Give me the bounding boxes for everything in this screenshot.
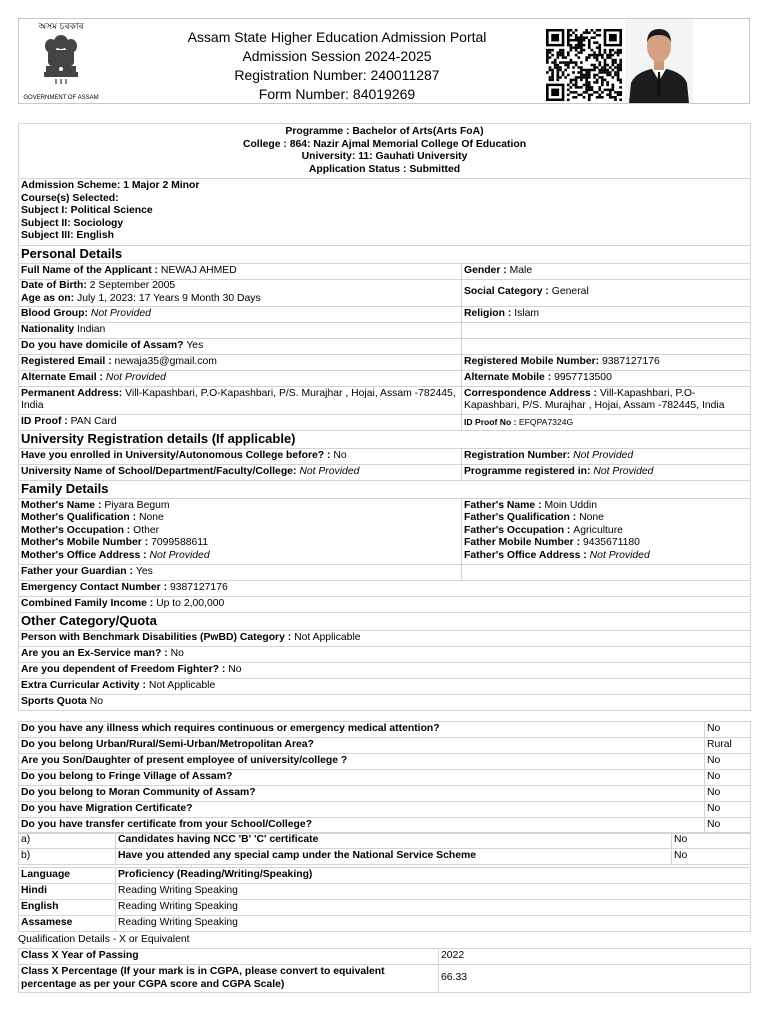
religion-field: Religion : Islam	[462, 306, 751, 322]
question-row: Do you belong to Fringe Village of Assam? No	[19, 770, 751, 786]
subject-2: Subject II: Sociology	[21, 217, 124, 229]
ex-service-field: Are you an Ex-Service man? : No	[19, 646, 751, 662]
programme-name: Programme : Bachelor of Arts(Arts FoA)	[285, 126, 484, 137]
registration-number: Registration Number: 240011287	[234, 67, 440, 83]
section-personal-details: Personal Details	[19, 245, 751, 263]
family-income-field: Combined Family Income : Up to 2,00,000	[19, 596, 751, 612]
language-proficiency-table	[18, 867, 751, 932]
courses-selected: Course(s) Selected:	[21, 192, 119, 204]
correspondence-address-field: Correspondence Address : Vill-Kapashbari, P.O-Kapashbari, P/S. Murajhar , Hojai, Assam -782445, India	[462, 386, 751, 414]
sports-quota-field: Sports Quota No	[19, 694, 751, 710]
qr-code-icon	[546, 29, 622, 106]
question-row: Are you Son/Daughter of present employee of university/college ? No	[19, 754, 751, 770]
domicile-field: Do you have domicile of Assam? Yes	[19, 338, 462, 354]
language-row: Assamese Reading Writing Speaking	[19, 916, 751, 932]
mother-details: Mother's Name : Piyara Begum Mother's Qualification : None Mother's Occupation : Other Mother's Mobile Number : 7099588611 Mother's Office Address : Not Provided	[19, 498, 462, 564]
ashoka-emblem-icon	[39, 32, 83, 88]
university-registration-number-field: Registration Number: Not Provided	[462, 448, 751, 464]
qualification-caption: Qualification Details - X or Equivalent	[18, 934, 190, 945]
qualification-table	[18, 948, 751, 993]
freedom-fighter-field: Are you dependent of Freedom Fighter? : No	[19, 662, 751, 678]
enrolled-before-field: Have you enrolled in University/Autonomous College before? : No	[19, 448, 462, 464]
header-titles	[179, 28, 495, 104]
pwbd-field: Person with Benchmark Disabilities (PwBD) Category : Not Applicable	[19, 630, 751, 646]
blood-group-field: Blood Group: Not Provided	[19, 306, 462, 322]
ncc-row: a) Candidates having NCC 'B' 'C' certificate No	[19, 833, 751, 849]
college-name: College : 864: Nazir Ajmal Memorial College Of Education	[242, 138, 527, 150]
social-category-field: Social Category : General	[462, 279, 751, 306]
document-header	[18, 18, 750, 104]
question-row: Do you belong to Moran Community of Assam? No	[19, 786, 751, 802]
question-row: Do you have any illness which requires continuous or emergency medical attention? No	[19, 722, 751, 738]
admission-session: Admission Session 2024-2025	[242, 48, 432, 64]
id-proof-field: ID Proof : PAN Card	[19, 414, 462, 430]
government-emblem	[19, 21, 103, 103]
dob-age-field: Date of Birth: 2 September 2005 Age as on: July 1, 2023: 17 Years 9 Month 30 Days	[19, 279, 462, 306]
id-proof-number-field: ID Proof No : EFQPA7324G	[462, 414, 751, 430]
section-family-details: Family Details	[19, 480, 751, 498]
emergency-contact-field: Emergency Contact Number : 9387127176	[19, 580, 751, 596]
subject-3: Subject III: English	[21, 230, 114, 241]
question-row: Do you have transfer certificate from your School/College? No	[19, 818, 751, 834]
permanent-address-field: Permanent Address: Vill-Kapashbari, P.O-Kapashbari, P/S. Murajhar , Hojai, Assam -782445, India	[19, 386, 462, 414]
father-details: Father's Name : Moin Uddin Father's Qualification : None Father's Occupation : Agriculture Father Mobile Number : 9435671180 Father's Office Address : Not Provided	[462, 498, 751, 564]
full-name-field: Full Name of the Applicant : NEWAJ AHMED	[19, 263, 462, 279]
section-university-registration: University Registration details (If applicable)	[19, 430, 751, 448]
eligibility-questions-table	[18, 721, 751, 834]
ncc-nss-table	[18, 832, 751, 865]
applicant-portrait-icon	[625, 19, 693, 103]
application-status: Application Status : Submitted	[308, 163, 461, 175]
language-header-row: Language Proficiency (Reading/Writing/Speaking)	[19, 868, 751, 884]
registered-email-field: Registered Email : newaja35@gmail.com	[19, 354, 462, 370]
nationality-field: Nationality Indian	[19, 322, 462, 338]
admission-scheme-block	[19, 179, 751, 246]
section-other-category: Other Category/Quota	[19, 612, 751, 630]
class-x-percentage-row: Class X Percentage (If your mark is in CGPA, please convert to equivalent percentage as per your CGPA score and CGPA Scale) 66.33	[19, 965, 751, 993]
extra-curricular-field: Extra Curricular Activity : Not Applicable	[19, 678, 751, 694]
guardian-field: Father your Guardian : Yes	[19, 564, 462, 580]
alternate-mobile-field: Alternate Mobile : 9957713500	[462, 370, 751, 386]
registered-mobile-field: Registered Mobile Number: 9387127176	[462, 354, 751, 370]
programme-summary	[19, 124, 751, 179]
admission-scheme: Admission Scheme: 1 Major 2 Minor	[21, 180, 200, 191]
emblem-script-text: অসম চৰকাৰ	[38, 21, 84, 31]
form-number: Form Number: 84019269	[258, 86, 416, 102]
programme-registered-field: Programme registered in: Not Provided	[462, 464, 751, 480]
class-x-year-row: Class X Year of Passing 2022	[19, 949, 751, 965]
subject-1: Subject I: Political Science	[21, 205, 153, 216]
nss-row: b) Have you attended any special camp under the National Service Scheme No	[19, 849, 751, 865]
language-row: Hindi Reading Writing Speaking	[19, 884, 751, 900]
applicant-photo	[625, 19, 693, 103]
university-name-field: University Name of School/Department/Faculty/College: Not Provided	[19, 464, 462, 480]
application-details-table	[18, 123, 751, 711]
question-row: Do you belong Urban/Rural/Semi-Urban/Metropolitan Area? Rural	[19, 738, 751, 754]
alternate-email-field: Alternate Email : Not Provided	[19, 370, 462, 386]
university-name: University: 11: Gauhati University	[301, 151, 468, 162]
portal-title: Assam State Higher Education Admission Portal	[187, 29, 487, 45]
emblem-caption: GOVERNMENT OF ASSAM	[23, 95, 99, 101]
gender-field: Gender : Male	[462, 263, 751, 279]
language-row: English Reading Writing Speaking	[19, 900, 751, 916]
question-row: Do you have Migration Certificate? No	[19, 802, 751, 818]
